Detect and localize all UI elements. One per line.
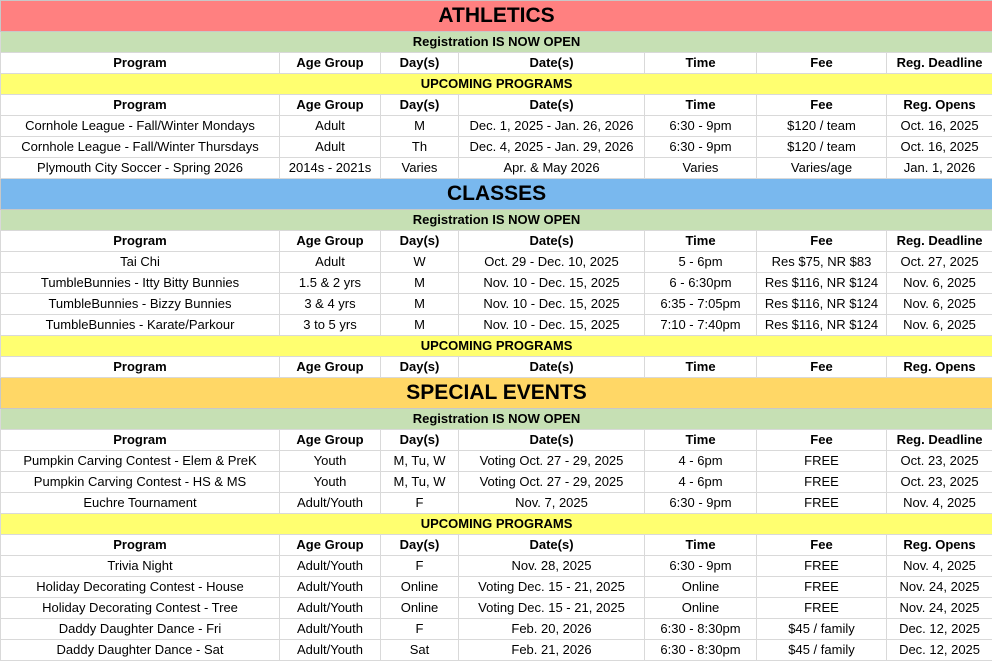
cell-age: Adult/Youth — [280, 598, 381, 619]
cell-days: Online — [381, 598, 459, 619]
table-row — [1, 273, 992, 294]
section-title: ATHLETICS — [1, 1, 992, 32]
cell-program: Daddy Daughter Dance - Fri — [1, 619, 280, 640]
header-fee: Fee — [757, 430, 887, 451]
open-band-row — [1, 409, 992, 430]
header-deadline: Reg. Deadline — [887, 430, 992, 451]
header-deadline: Reg. Deadline — [887, 53, 992, 74]
table-row — [1, 116, 992, 137]
header-program: Program — [1, 53, 280, 74]
cell-reg-date: Jan. 1, 2026 — [887, 158, 992, 179]
cell-time: 6 - 6:30pm — [645, 273, 757, 294]
cell-days: M, Tu, W — [381, 472, 459, 493]
cell-fee: FREE — [757, 598, 887, 619]
header-time: Time — [645, 53, 757, 74]
cell-program: TumbleBunnies - Itty Bitty Bunnies — [1, 273, 280, 294]
table-row — [1, 158, 992, 179]
cell-program: Pumpkin Carving Contest - HS & MS — [1, 472, 280, 493]
cell-time: Online — [645, 577, 757, 598]
upcoming-band-label: UPCOMING PROGRAMS — [1, 336, 992, 357]
cell-days: M — [381, 273, 459, 294]
cell-program: TumbleBunnies - Karate/Parkour — [1, 315, 280, 336]
header-dates: Date(s) — [459, 231, 645, 252]
table-row — [1, 493, 992, 514]
cell-days: F — [381, 493, 459, 514]
header-days: Day(s) — [381, 357, 459, 378]
header-time: Time — [645, 231, 757, 252]
cell-fee: $120 / team — [757, 116, 887, 137]
cell-reg-date: Oct. 23, 2025 — [887, 451, 992, 472]
table-row — [1, 619, 992, 640]
open-band-label: Registration IS NOW OPEN — [1, 210, 992, 231]
table-row — [1, 137, 992, 158]
cell-fee: FREE — [757, 472, 887, 493]
cell-time: 4 - 6pm — [645, 472, 757, 493]
cell-time: 4 - 6pm — [645, 451, 757, 472]
cell-age: Adult — [280, 137, 381, 158]
column-header-row — [1, 357, 992, 378]
cell-time: Online — [645, 598, 757, 619]
section-title: CLASSES — [1, 179, 992, 210]
cell-program: Tai Chi — [1, 252, 280, 273]
cell-days: Varies — [381, 158, 459, 179]
cell-days: Sat — [381, 640, 459, 661]
upcoming-band-label: UPCOMING PROGRAMS — [1, 514, 992, 535]
table-row — [1, 640, 992, 661]
cell-reg-date: Oct. 27, 2025 — [887, 252, 992, 273]
header-days: Day(s) — [381, 231, 459, 252]
cell-time: 6:30 - 9pm — [645, 493, 757, 514]
header-age: Age Group — [280, 231, 381, 252]
open-band-label: Registration IS NOW OPEN — [1, 32, 992, 53]
cell-age: Adult/Youth — [280, 619, 381, 640]
cell-time: 6:35 - 7:05pm — [645, 294, 757, 315]
header-fee: Fee — [757, 53, 887, 74]
header-days: Day(s) — [381, 535, 459, 556]
cell-reg-date: Dec. 12, 2025 — [887, 640, 992, 661]
cell-dates: Apr. & May 2026 — [459, 158, 645, 179]
cell-fee: FREE — [757, 577, 887, 598]
cell-dates: Voting Oct. 27 - 29, 2025 — [459, 451, 645, 472]
table-row — [1, 472, 992, 493]
section-title-row — [1, 378, 992, 409]
header-program: Program — [1, 357, 280, 378]
cell-time: Varies — [645, 158, 757, 179]
cell-dates: Nov. 7, 2025 — [459, 493, 645, 514]
cell-fee: $45 / family — [757, 619, 887, 640]
cell-reg-date: Nov. 24, 2025 — [887, 577, 992, 598]
cell-days: M — [381, 315, 459, 336]
cell-program: Holiday Decorating Contest - Tree — [1, 598, 280, 619]
header-fee: Fee — [757, 231, 887, 252]
cell-reg-date: Oct. 23, 2025 — [887, 472, 992, 493]
header-age: Age Group — [280, 95, 381, 116]
header-dates: Date(s) — [459, 53, 645, 74]
cell-dates: Voting Dec. 15 - 21, 2025 — [459, 598, 645, 619]
header-opens: Reg. Opens — [887, 95, 992, 116]
cell-reg-date: Nov. 6, 2025 — [887, 315, 992, 336]
cell-time: 7:10 - 7:40pm — [645, 315, 757, 336]
cell-age: 2014s - 2021s — [280, 158, 381, 179]
cell-dates: Voting Dec. 15 - 21, 2025 — [459, 577, 645, 598]
cell-dates: Nov. 10 - Dec. 15, 2025 — [459, 273, 645, 294]
cell-days: W — [381, 252, 459, 273]
cell-fee: Res $75, NR $83 — [757, 252, 887, 273]
header-dates: Date(s) — [459, 430, 645, 451]
cell-program: Cornhole League - Fall/Winter Mondays — [1, 116, 280, 137]
cell-time: 6:30 - 9pm — [645, 556, 757, 577]
open-band-row — [1, 32, 992, 53]
cell-program: Trivia Night — [1, 556, 280, 577]
cell-days: M — [381, 116, 459, 137]
open-band-row — [1, 210, 992, 231]
cell-dates: Feb. 20, 2026 — [459, 619, 645, 640]
cell-dates: Nov. 28, 2025 — [459, 556, 645, 577]
column-header-row — [1, 53, 992, 74]
cell-age: 1.5 & 2 yrs — [280, 273, 381, 294]
header-fee: Fee — [757, 95, 887, 116]
header-program: Program — [1, 430, 280, 451]
cell-days: M — [381, 294, 459, 315]
cell-fee: Varies/age — [757, 158, 887, 179]
cell-program: TumbleBunnies - Bizzy Bunnies — [1, 294, 280, 315]
cell-fee: FREE — [757, 556, 887, 577]
section-title-row — [1, 1, 992, 32]
header-age: Age Group — [280, 357, 381, 378]
cell-age: 3 to 5 yrs — [280, 315, 381, 336]
header-age: Age Group — [280, 430, 381, 451]
upcoming-band-row — [1, 74, 992, 95]
table-row — [1, 451, 992, 472]
header-program: Program — [1, 231, 280, 252]
cell-dates: Nov. 10 - Dec. 15, 2025 — [459, 315, 645, 336]
cell-reg-date: Oct. 16, 2025 — [887, 116, 992, 137]
cell-time: 5 - 6pm — [645, 252, 757, 273]
cell-days: Th — [381, 137, 459, 158]
cell-program: Pumpkin Carving Contest - Elem & PreK — [1, 451, 280, 472]
column-header-row — [1, 430, 992, 451]
header-time: Time — [645, 430, 757, 451]
cell-age: Adult — [280, 252, 381, 273]
upcoming-band-row — [1, 514, 992, 535]
header-dates: Date(s) — [459, 95, 645, 116]
cell-program: Cornhole League - Fall/Winter Thursdays — [1, 137, 280, 158]
cell-fee: Res $116, NR $124 — [757, 273, 887, 294]
column-header-row — [1, 231, 992, 252]
cell-time: 6:30 - 9pm — [645, 137, 757, 158]
cell-age: Youth — [280, 472, 381, 493]
cell-dates: Voting Oct. 27 - 29, 2025 — [459, 472, 645, 493]
cell-dates: Dec. 1, 2025 - Jan. 26, 2026 — [459, 116, 645, 137]
cell-age: Adult/Youth — [280, 493, 381, 514]
table-row — [1, 294, 992, 315]
column-header-row — [1, 535, 992, 556]
cell-program: Euchre Tournament — [1, 493, 280, 514]
table-row — [1, 315, 992, 336]
header-age: Age Group — [280, 535, 381, 556]
header-dates: Date(s) — [459, 357, 645, 378]
table-row — [1, 577, 992, 598]
cell-time: 6:30 - 8:30pm — [645, 619, 757, 640]
cell-reg-date: Nov. 6, 2025 — [887, 294, 992, 315]
cell-time: 6:30 - 8:30pm — [645, 640, 757, 661]
cell-days: Online — [381, 577, 459, 598]
cell-age: Adult/Youth — [280, 556, 381, 577]
header-days: Day(s) — [381, 95, 459, 116]
cell-fee: Res $116, NR $124 — [757, 294, 887, 315]
header-time: Time — [645, 357, 757, 378]
cell-dates: Nov. 10 - Dec. 15, 2025 — [459, 294, 645, 315]
cell-program: Holiday Decorating Contest - House — [1, 577, 280, 598]
cell-reg-date: Dec. 12, 2025 — [887, 619, 992, 640]
column-header-row — [1, 95, 992, 116]
cell-reg-date: Nov. 4, 2025 — [887, 556, 992, 577]
header-dates: Date(s) — [459, 535, 645, 556]
cell-fee: FREE — [757, 493, 887, 514]
cell-days: F — [381, 619, 459, 640]
cell-reg-date: Nov. 24, 2025 — [887, 598, 992, 619]
table-row — [1, 252, 992, 273]
cell-fee: $45 / family — [757, 640, 887, 661]
header-time: Time — [645, 535, 757, 556]
section-title-row — [1, 179, 992, 210]
cell-fee: FREE — [757, 451, 887, 472]
cell-age: Adult — [280, 116, 381, 137]
header-fee: Fee — [757, 357, 887, 378]
section-title: SPECIAL EVENTS — [1, 378, 992, 409]
cell-reg-date: Oct. 16, 2025 — [887, 137, 992, 158]
open-band-label: Registration IS NOW OPEN — [1, 409, 992, 430]
cell-program: Daddy Daughter Dance - Sat — [1, 640, 280, 661]
header-program: Program — [1, 95, 280, 116]
cell-days: F — [381, 556, 459, 577]
cell-dates: Feb. 21, 2026 — [459, 640, 645, 661]
cell-reg-date: Nov. 6, 2025 — [887, 273, 992, 294]
cell-reg-date: Nov. 4, 2025 — [887, 493, 992, 514]
cell-time: 6:30 - 9pm — [645, 116, 757, 137]
header-age: Age Group — [280, 53, 381, 74]
header-days: Day(s) — [381, 53, 459, 74]
cell-age: Youth — [280, 451, 381, 472]
cell-age: Adult/Youth — [280, 640, 381, 661]
cell-dates: Dec. 4, 2025 - Jan. 29, 2026 — [459, 137, 645, 158]
header-program: Program — [1, 535, 280, 556]
cell-dates: Oct. 29 - Dec. 10, 2025 — [459, 252, 645, 273]
cell-program: Plymouth City Soccer - Spring 2026 — [1, 158, 280, 179]
table-row — [1, 598, 992, 619]
cell-age: Adult/Youth — [280, 577, 381, 598]
table-row — [1, 556, 992, 577]
upcoming-band-row — [1, 336, 992, 357]
header-fee: Fee — [757, 535, 887, 556]
cell-fee: $120 / team — [757, 137, 887, 158]
cell-fee: Res $116, NR $124 — [757, 315, 887, 336]
header-opens: Reg. Opens — [887, 535, 992, 556]
header-time: Time — [645, 95, 757, 116]
cell-days: M, Tu, W — [381, 451, 459, 472]
header-opens: Reg. Opens — [887, 357, 992, 378]
header-days: Day(s) — [381, 430, 459, 451]
cell-age: 3 & 4 yrs — [280, 294, 381, 315]
upcoming-band-label: UPCOMING PROGRAMS — [1, 74, 992, 95]
header-deadline: Reg. Deadline — [887, 231, 992, 252]
